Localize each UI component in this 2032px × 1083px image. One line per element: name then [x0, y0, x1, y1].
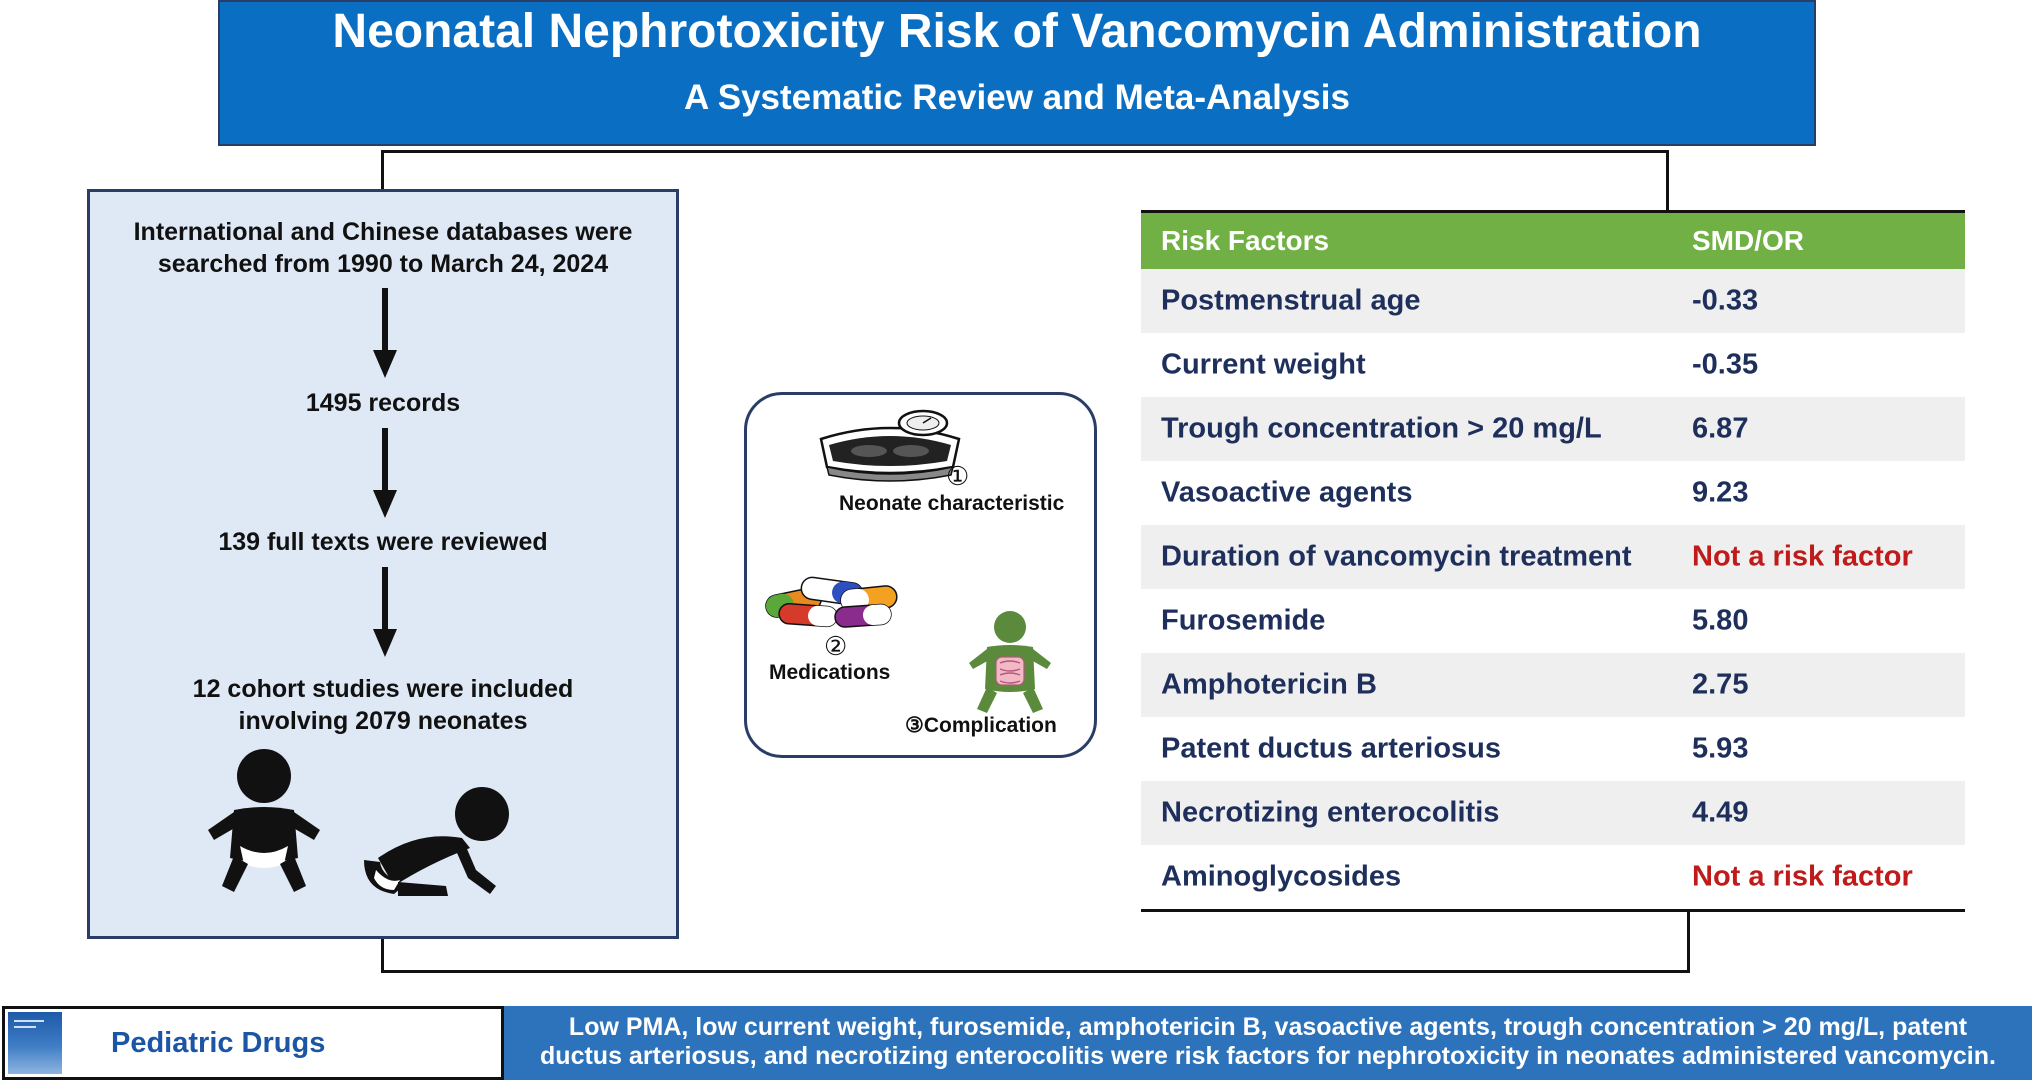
- down-arrow-icon: [373, 288, 397, 378]
- table-row: [1141, 589, 1965, 653]
- conclusion-banner: [504, 1006, 2032, 1080]
- category-label-complication: ③Complication: [905, 714, 1057, 737]
- table-row: [1141, 333, 1965, 397]
- flow-step-included: [90, 673, 676, 737]
- category-label-neonate: Neonate characteristic: [839, 492, 1065, 515]
- table-row: [1141, 269, 1965, 333]
- risk-factor-name: Postmenstrual age: [1161, 284, 1421, 317]
- risk-factor-value: 5.80: [1692, 604, 1749, 637]
- category-number-2: ②: [824, 631, 848, 661]
- header-risk-factors: Risk Factors: [1161, 225, 1330, 256]
- flow-step-included-line2: involving 2079 neonates: [238, 707, 528, 735]
- flow-step-fulltexts: 139 full texts were reviewed: [218, 528, 548, 556]
- risk-factor-name: Duration of vancomycin treatment: [1161, 540, 1632, 573]
- connector-bottom-h: [382, 970, 1689, 973]
- risk-factor-name: Aminoglycosides: [1161, 860, 1402, 893]
- risk-factor-name: Vasoactive agents: [1161, 476, 1413, 509]
- connector-bottom-left-v: [381, 938, 384, 973]
- connector-top-right-v: [1666, 150, 1669, 212]
- pills-icon: [761, 570, 901, 630]
- table-row: [1141, 461, 1965, 525]
- risk-factor-name: Amphotericin B: [1161, 668, 1377, 701]
- risk-factor-value: Not a risk factor: [1692, 540, 1913, 573]
- risk-factor-name: Furosemide: [1161, 604, 1326, 637]
- risk-factor-table: [1141, 210, 1965, 912]
- table-row: [1141, 653, 1965, 717]
- risk-factor-name: Current weight: [1161, 348, 1366, 381]
- conclusion-line2: ductus arteriosus, and necrotizing enterocolitis were risk factors for nephrotoxicity in neonates administered vancomycin.: [540, 1042, 1996, 1070]
- table-header: [1141, 213, 1965, 269]
- journal-badge: [2, 1006, 504, 1080]
- risk-factor-value: -0.33: [1692, 284, 1759, 317]
- risk-factor-value: -0.35: [1692, 348, 1759, 381]
- journal-name: Pediatric Drugs: [111, 1027, 326, 1059]
- title-banner: [218, 0, 1816, 146]
- down-arrow-icon: [373, 428, 397, 518]
- baby-scale-icon: [815, 403, 965, 483]
- flow-step-search: [90, 216, 676, 280]
- table-row: [1141, 397, 1965, 461]
- conclusion-line1: Low PMA, low current weight, furosemide, amphotericin B, vasoactive agents, trough concentration > 20 mg/L, patent: [568, 1013, 1968, 1041]
- connector-top-left-v: [381, 150, 384, 190]
- table-row: [1141, 525, 1965, 589]
- header-smd-or: SMD/OR: [1692, 225, 1804, 256]
- sitting-infant-icon: [204, 748, 324, 898]
- flow-step-search-line2: searched from 1990 to March 24, 2024: [157, 250, 609, 278]
- journal-cover-image: [8, 1012, 62, 1074]
- risk-category-box: [744, 392, 1097, 758]
- risk-factor-value: 4.49: [1692, 796, 1749, 829]
- subtitle: A Systematic Review and Meta-Analysis: [684, 78, 1350, 117]
- risk-factor-name: Trough concentration > 20 mg/L: [1161, 412, 1602, 445]
- risk-factor-name: Necrotizing enterocolitis: [1161, 796, 1500, 829]
- connector-top-h: [382, 150, 1668, 153]
- category-number-1: ①: [946, 461, 970, 491]
- flow-step-included-line1: 12 cohort studies were included: [192, 675, 574, 703]
- search-flow-panel: [87, 189, 679, 939]
- main-title: Neonatal Nephrotoxicity Risk of Vancomycin Administration: [332, 5, 1702, 58]
- infant-intestine-icon: [965, 609, 1055, 717]
- risk-factor-value: 5.93: [1692, 732, 1749, 765]
- table-row: [1141, 845, 1965, 909]
- flow-step-records: 1495 records: [305, 389, 461, 417]
- connector-bottom-right-v: [1687, 910, 1690, 973]
- risk-factor-value: 2.75: [1692, 668, 1749, 701]
- down-arrow-icon: [373, 567, 397, 657]
- risk-factor-name: Patent ductus arteriosus: [1161, 732, 1502, 765]
- table-row: [1141, 781, 1965, 845]
- flow-step-search-line1: International and Chinese databases were: [133, 218, 633, 246]
- risk-factor-value: 9.23: [1692, 476, 1749, 509]
- table-row: [1141, 717, 1965, 781]
- risk-factor-value: 6.87: [1692, 412, 1749, 445]
- risk-factor-value: Not a risk factor: [1692, 860, 1913, 893]
- category-label-medications: Medications: [769, 661, 891, 684]
- crawling-infant-icon: [358, 782, 518, 902]
